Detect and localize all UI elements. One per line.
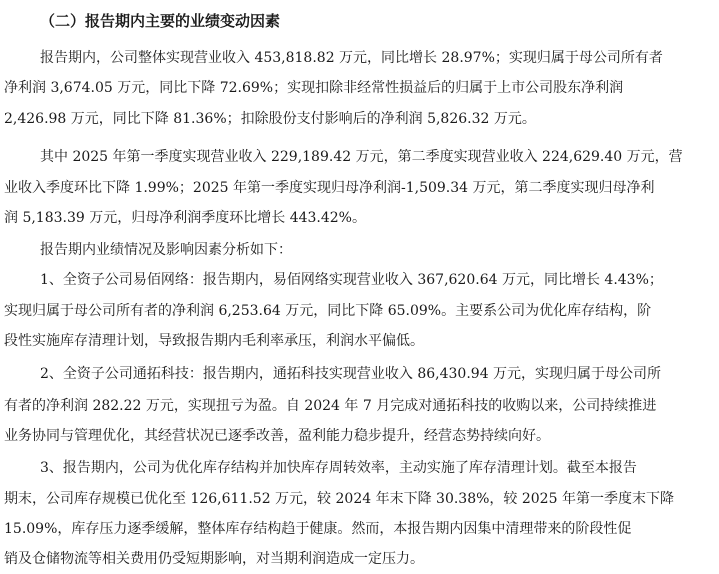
paragraph-1-line-2: 净利润 3,674.05 万元，同比下降 72.69%；实现扣除非经常性损益后的归属于上市公司股东净利润 [4, 80, 624, 96]
paragraph-4-line-1: 1、全资子公司易佰网络：报告期内，易佰网络实现营业收入 367,620.64 万元，同比增长 4.43%； [40, 272, 663, 288]
paragraph-2-line-1: 其中 2025 年第一季度实现营业收入 229,189.42 万元，第二季度实现营业收入 224,629.40 万元，营 [40, 149, 683, 165]
paragraph-4-line-3: 段性实施库存清理计划，导致报告期内毛利率承压，利润水平偏低。 [4, 333, 424, 349]
paragraph-1-line-3: 2,426.98 万元，同比下降 81.36%；扣除股份支付影响后的净利润 5,826.32 万元。 [4, 111, 536, 127]
paragraph-5-line-1: 2、全资子公司通拓科技：报告期内，通拓科技实现营业收入 86,430.94 万元，实现归属于母公司所 [40, 366, 662, 382]
paragraph-6-line-3: 15.09%，库存压力逐季缓解，整体库存结构趋于健康。然而，本报告期内因集中清理带来的阶段性促 [4, 521, 632, 537]
paragraph-6-line-1: 3、报告期内，公司为优化库存结构并加快库存周转效率，主动实施了库存清理计划。截至本报告 [40, 460, 637, 476]
section-heading: （二）报告期内主要的业绩变动因素 [40, 12, 281, 30]
paragraph-4-line-2: 实现归属于母公司所有者的净利润 6,253.64 万元，同比下降 65.09%。主要系公司为优化库存结构，阶 [4, 303, 652, 319]
paragraph-6-line-2: 期末，公司库存规模已优化至 126,611.52 万元，较 2024 年末下降 30.38%，较 2025 年第一季度末下降 [4, 491, 674, 507]
paragraph-2-line-2: 业收入季度环比下降 1.99%；2025 年第一季度实现归母净利润-1,509.34 万元，第二季度实现归母净利 [4, 180, 655, 196]
paragraph-2-line-3: 润 5,183.39 万元，归母净利润季度环比增长 443.42%。 [4, 210, 366, 226]
paragraph-6-line-4: 销及仓储物流等相关费用仍受短期影响，对当期利润造成一定压力。 [4, 551, 424, 567]
paragraph-3-line-1: 报告期内业绩情况及影响因素分析如下： [40, 242, 292, 258]
paragraph-1-line-1: 报告期内，公司整体实现营业收入 453,818.82 万元，同比增长 28.97%；实现归属于母公司所有者 [40, 50, 663, 66]
paragraph-5-line-3: 业务协同与管理优化，其经营状况已逐季改善，盈利能力稳步提升，经营态势持续向好。 [4, 428, 550, 444]
paragraph-5-line-2: 有者的净利润 282.22 万元，实现扭亏为盈。自 2024 年 7 月完成对通拓科技的收购以来，公司持续推进 [4, 398, 657, 414]
